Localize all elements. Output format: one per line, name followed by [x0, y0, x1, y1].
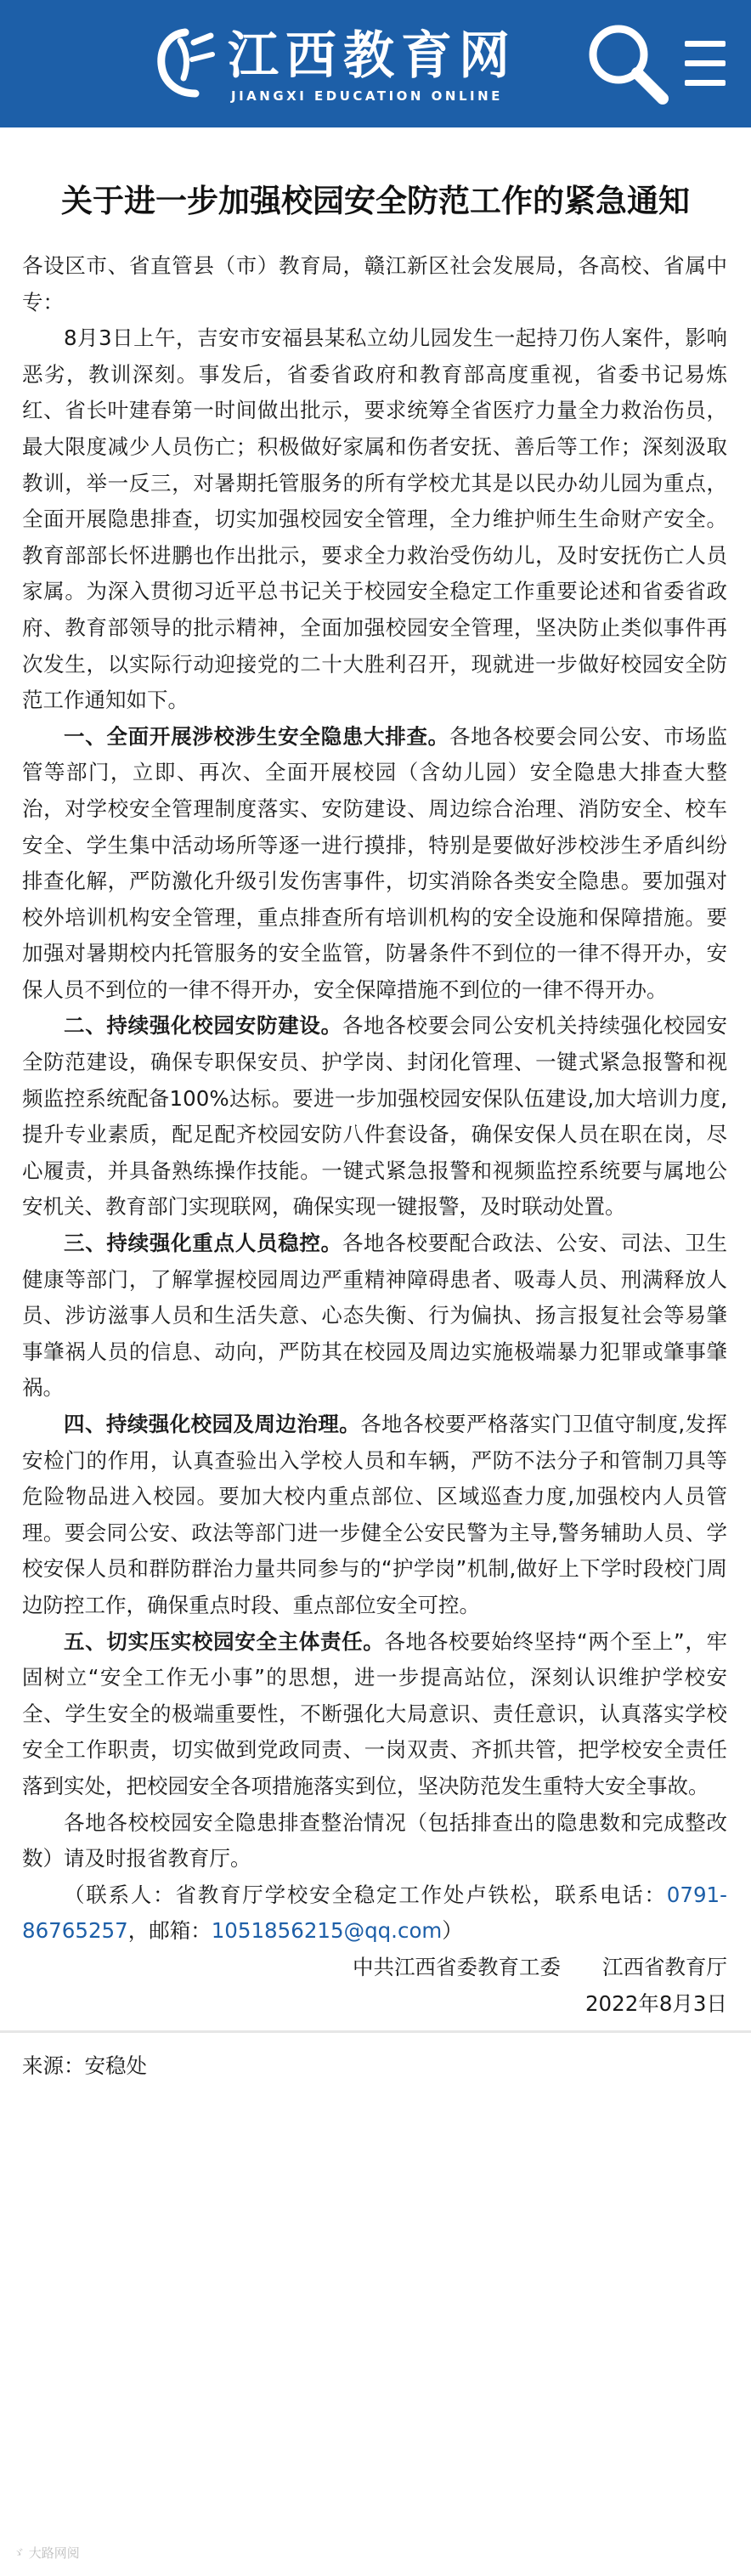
source-line: 来源：安稳处 [22, 2053, 147, 2079]
section-heading: 三、持续强化重点人员稳控。 [64, 1231, 342, 1256]
section-heading: 四、持续强化校园及周边治理。 [64, 1412, 361, 1436]
menu-bar [685, 41, 726, 47]
contact-paragraph [22, 1877, 727, 1950]
section-text: 各地各校要会同公安、市场监管等部门，立即、再次、全面开展校园（含幼儿园）安全隐患大排查大整治，对学校安全管理制度落实、安防建设、周边综合治理、消防安全、校车安全、学生集中活动场所等逐一进行摸排，特别是要做好涉校涉生矛盾纠纷排查化解，严防激化升级引发伤害事件，切实消除各类安全隐患。要加强对校外培训机构安全管理，重点排查所有培训机构的安全设施和保障措施。要加强对暑期校内托管服务的安全监管，防暑条件不到位的一律不得开办，安保人员不到位的一律不得开办，安全保障措施不到位的一律不得开办。 [22, 723, 728, 1002]
closing-paragraph: 各地各校校园安全隐患排查整治情况（包括排查出的隐患数和完成整改数）请及时报省教育厅。 [22, 1809, 727, 1871]
menu-bar [685, 80, 726, 86]
contact-suffix: ） [442, 1918, 463, 1944]
section-heading: 二、持续强化校园安防建设。 [64, 1013, 342, 1039]
issue-date: 2022年8月3日 [584, 1990, 727, 2016]
section-heading: 五、切实压实校园安全主体责任。 [64, 1628, 385, 1654]
section-paragraph [22, 1624, 727, 1805]
contact-phone-link[interactable]: 0791-86765257 [22, 1882, 727, 1944]
salutation: 各设区市、省直管县（市）教育局，赣江新区社会发展局，各高校、省属中专： [22, 253, 727, 314]
contact-email-link[interactable]: 1051856215@qq.com [211, 1918, 443, 1944]
site-header [0, 0, 751, 127]
section-text: 各地各校要配合政法、公安、司法、卫生健康等部门，了解掌握校园周边严重精神障碍患者、吸毒人员、刑满释放人员、涉访滋事人员和生活失意、心态失衡、行为偏执、扬言报复社会等易肇事肇祸人员的信息、动向，严防其在校园及周边实施极端暴力犯罪或肇事肇祸。 [22, 1231, 728, 1401]
site-name[interactable]: 江西教育网 [228, 26, 517, 86]
contact-prefix: （联系人：省教育厅学校安全稳定工作处卢铁松，联系电话： [64, 1882, 667, 1907]
article-title: 关于进一步加强校园安全防范工作的紧急通知 [61, 183, 690, 219]
section-paragraph [22, 1226, 727, 1407]
section-paragraph [22, 719, 727, 1009]
section-paragraph [22, 1407, 727, 1624]
divider [0, 2030, 751, 2033]
site-name-en: JIANGXI EDUCATION ONLINE [231, 88, 503, 104]
section-paragraph [22, 1008, 727, 1226]
article [0, 127, 751, 2084]
section-text: 各地各校要严格落实门卫值守制度,发挥安检门的作用，认真查验出入学校人员和车辆，严防不法分子和管制刀具等危险物品进入校园。要加大校内重点部位、区域巡查力度,加强校内人员管理。要会同公安、政法等部门进一步健全公安民警为主导,警务辅助人员、学校安保人员和群防群治力量共同参与的“护学岗”机制,做好上下学时段校门周边防控工作，确保重点时段、重点部位安全可控。 [22, 1412, 727, 1617]
watermark: ゞ 大路网阅 [12, 2545, 80, 2561]
intro-paragraph: 8月3日上午，吉安市安福县某私立幼儿园发生一起持刀伤人案件，影响恶劣，教训深刻。事发后，省委省政府和教育部高度重视，省委书记易炼红、省长叶建春第一时间做出批示，要求统筹全省医疗力量全力救治伤员，最大限度减少人员伤亡；积极做好家属和伤者安抚、善后等工作；深刻汲取教训，举一反三，对暑期托管服务的所有学校尤其是以民办幼儿园为重点，全面开展隐患排查，切实加强校园安全管理，全力维护师生生命财产安全。教育部部长怀进鹏也作出批示，要求全力救治受伤幼儿，及时安抚伤亡人员家属。为深入贯彻习近平总书记关于校园安全稳定工作重要论述和省委省政府、教育部领导的批示精神，全面加强校园安全管理，坚决防止类似事件再次发生，以实际行动迎接党的二十大胜利召开，现就进一步做好校园安全防范工作通知如下。 [22, 326, 727, 713]
jiangxi-education-logo-icon[interactable] [151, 25, 219, 102]
section-text: 各地各校要始终坚持“两个至上”，牢固树立“安全工作无小事”的思想，进一步提高站位，深刻认识维护学校安全、学生安全的极端重要性，不断强化大局意识、责任意识，认真落实学校安全工作职责，切实做到党政同责、一岗双责、齐抓共管，把学校安全责任落到实处，把校园安全各项措施落实到位，坚决防范发生重特大安全事故。 [22, 1628, 728, 1798]
section-heading: 一、全面开展涉校涉生安全隐患大排查。 [64, 723, 449, 749]
search-icon[interactable] [581, 17, 675, 110]
section-text: 各地各校要会同公安机关持续强化校园安全防范建设，确保专职保安员、护学岗、封闭化管理、一键式紧急报警和视频监控系统配备100%达标。要进一步加强校园安保队伍建设,加大培训力度,提升专业素质，配足配齐校园安防八件套设备，确保安保人员在职在岗，尽心履责，并具备熟练操作技能。一键式紧急报警和视频监控系统要与属地公安机关、教育部门实现联网，确保实现一键报警，及时联动处置。 [22, 1013, 728, 1220]
signers: 中共江西省委教育工委 江西省教育厅 [353, 1954, 727, 1979]
contact-mid: ，邮箱： [127, 1918, 212, 1944]
menu-icon[interactable] [678, 34, 732, 93]
article-body [22, 248, 727, 2022]
menu-bar [685, 60, 726, 66]
